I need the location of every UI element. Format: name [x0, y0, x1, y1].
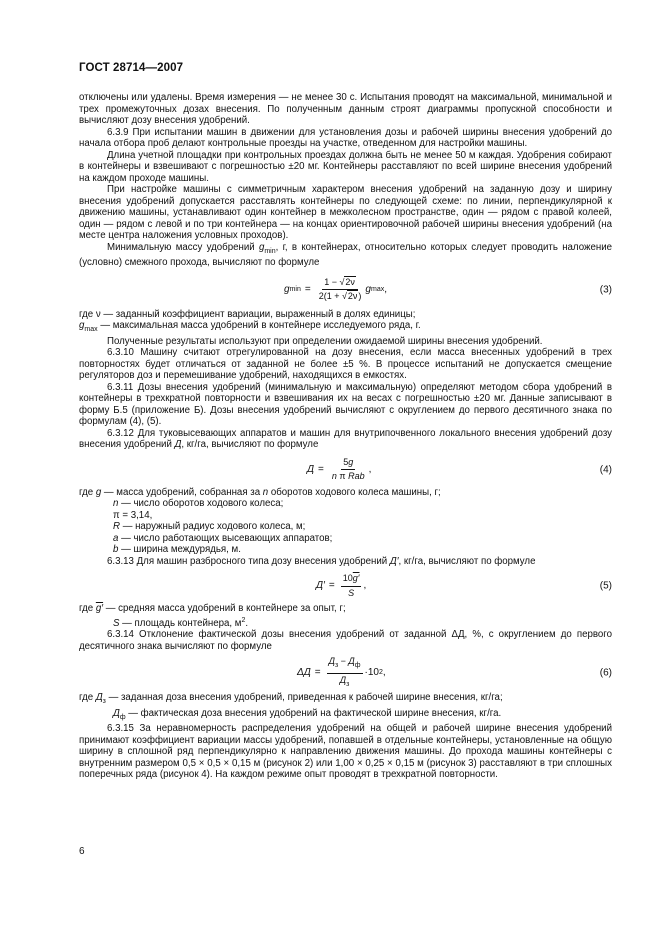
where-clause-5: где g′ — средняя масса удобрений в контейнере за опыт, г;	[79, 603, 346, 614]
where-clause-4: π = 3,14,	[113, 509, 153, 521]
paragraph-6-3-12: 6.3.12 Для туковысевающих аппаратов и машин для внутрипочвенного локального внесения удобрений дозу внесения удобрений Д, кг/га, вычисляют по формуле	[79, 427, 612, 450]
where-clause-3: $g_{max}$ — максимальная масса удобрений в контейнере исследуемого ряда, г.	[79, 320, 421, 333]
paragraph: Полученные результаты используют при определении ожидаемой ширины внесения удобрений.	[107, 335, 543, 347]
where-clause-5: S — площадь контейнера, $м^2$.	[113, 616, 249, 629]
paragraph-6-3-14: 6.3.14 Отклонение фактической дозы внесения удобрений от заданной ΔД, %, с округлением до первого десятичного знака вычисляют по формуле	[79, 629, 612, 652]
paragraph: Длина учетной площадки при контрольных проездах должна быть не менее 50 м каждая. Удобрения собирают в контейнеры и взвешивают с погрешностью ±20 мг. Контейнеры расставляют по всей ширине внесения удобрений на каждом проходе машины.	[79, 149, 612, 184]
page-content	[79, 92, 612, 781]
paragraph: При настройке машины с симметричным характером внесения удобрений на заданную дозу и ширину внесения удобрений допускается расставлять контейнеры по следующей схеме: по линии, перпендикулярной к движению машины, устанавливают один контейнер в межколесном пространстве, один — рядом с правой колеей, один — рядом с левой и по три контейнера — на концах ориентировочной рабочей ширины внесения удобрений (на месте центра наложения условных проходов).	[79, 184, 612, 241]
formula-3-number: (3)	[599, 283, 612, 295]
paragraph-6-3-11: 6.3.11 Дозы внесения удобрений (минимальную и максимальную) определяют методом сбора удобрений в контейнеры в трехкратной повторности и взвешивания их на весах с погрешностью ±20 мг. Данные записывают в форму Б.5 (приложение Б). Дозы внесения удобрений вычисляют с округлением до первого десятичного знака по формулам (4), (5).	[79, 381, 612, 427]
where-clause-6: где $Д_з$ — заданная доза внесения удобрений, приведенная к рабочей ширине внесения, кг/га;	[79, 692, 503, 705]
where-clause-4: a — число работающих высевающих аппаратов;	[113, 532, 333, 544]
formula-5: Д′ = $\frac{10g'}{S}$ , (5)	[316, 573, 612, 598]
formula-4: Д = $\frac{5g}{\text{n π Rab}}$ , (4)	[307, 456, 612, 481]
formula-5-fraction: $\frac{10g'}{S}$	[342, 573, 360, 598]
paragraph-6-3-10: 6.3.10 Машину считают отрегулированной на дозу внесения, если масса внесенных удобрений в трех повторностях будет отличаться от заданной не более ±5 %. В процессе испытаний не допускается смещение регуляторов доз и перемешивание удобрений, находящихся в емкостях.	[79, 347, 612, 381]
formula-5-number: (5)	[599, 580, 612, 592]
paragraph: отключены или удалены. Время измерения — не менее 30 с. Испытания проводят на максимальной, минимальной и трех промежуточных дозах внесения. По полученным данным строят диаграммы пропускной способности и вычисляют дозу внесения удобрений.	[79, 92, 612, 126]
where-clause-3: где ν — заданный коэффициент вариации, выраженный в долях единицы;	[79, 308, 416, 320]
where-clause-4: n — число оборотов ходового колеса;	[113, 498, 284, 509]
paragraph-6-3-15: 6.3.15 За неравномерность распределения удобрений на общей и рабочей ширине внесения удобрений принимают коэффициент вариации массы удобрений, попавшей в отдельные контейнеры, установленные на общую ширину в сплошной ряд перпендикулярно к направлению движения машины. До прохода машины контейнеры с внутренним размером 0,5 × 0,5 × 0,15 м (рисунок 2) или 1,00 × 0,25 × 0,15 м (рисунок 3) расставляют в три сплошных поперечных ряда (рисунок 4). На каждом режиме опыт проводят в трехкратной повторности.	[79, 723, 612, 780]
where-clause-4: R — наружный радиус ходового колеса, м;	[113, 521, 306, 532]
where-clause-4: b — ширина междурядья, м.	[113, 544, 241, 555]
formula-4-fraction: $\frac{5g}{\text{n π Rab}}$	[331, 456, 365, 481]
formula-6-fraction: $\frac{Д_з - Д_ф}{Д_з}$	[328, 656, 361, 688]
standard-header: ГОСТ 28714—2007	[79, 62, 184, 74]
paragraph-6-3-9: 6.3.9 При испытании машин в движении для установления дозы и рабочей ширины внесения удобрений до начала отбора проб делают контрольные проезды на участке, отведенном для настройки машины.	[79, 126, 612, 149]
where-clause-6: $Д_ф$ — фактическая доза внесения удобрений на фактической ширине внесения, кг/га.	[113, 707, 502, 721]
where-clause-4: где g — масса удобрений, собранная за n оборотов ходового колеса машины, г;	[79, 486, 441, 498]
formula-6-number: (6)	[599, 667, 612, 679]
formula-4-number: (4)	[599, 463, 612, 475]
paragraph-6-3-13: 6.3.13 Для машин разбросного типа дозу внесения удобрений Д′, кг/га, вычисляют по формуле	[107, 555, 536, 567]
formula-6: ΔД = $\frac{Д_з - Д_ф}{Д_з}$ · 10 2 , (6)	[79, 656, 612, 690]
page-number: 6	[79, 846, 85, 857]
paragraph: Минимальную массу удобрений $g_{min}$, г, в контейнерах, относительно которых следует проводить наложение (условно) смежного прохода, вычисляют по формуле	[79, 241, 612, 268]
formula-3-fraction: $\frac{1 - √2\nu}{2(1 + √2\nu)}$	[318, 276, 362, 301]
formula-3: g min = $\frac{1 - √2\nu}{2(1 + √2\nu)}$ g max , (3)	[284, 276, 612, 301]
